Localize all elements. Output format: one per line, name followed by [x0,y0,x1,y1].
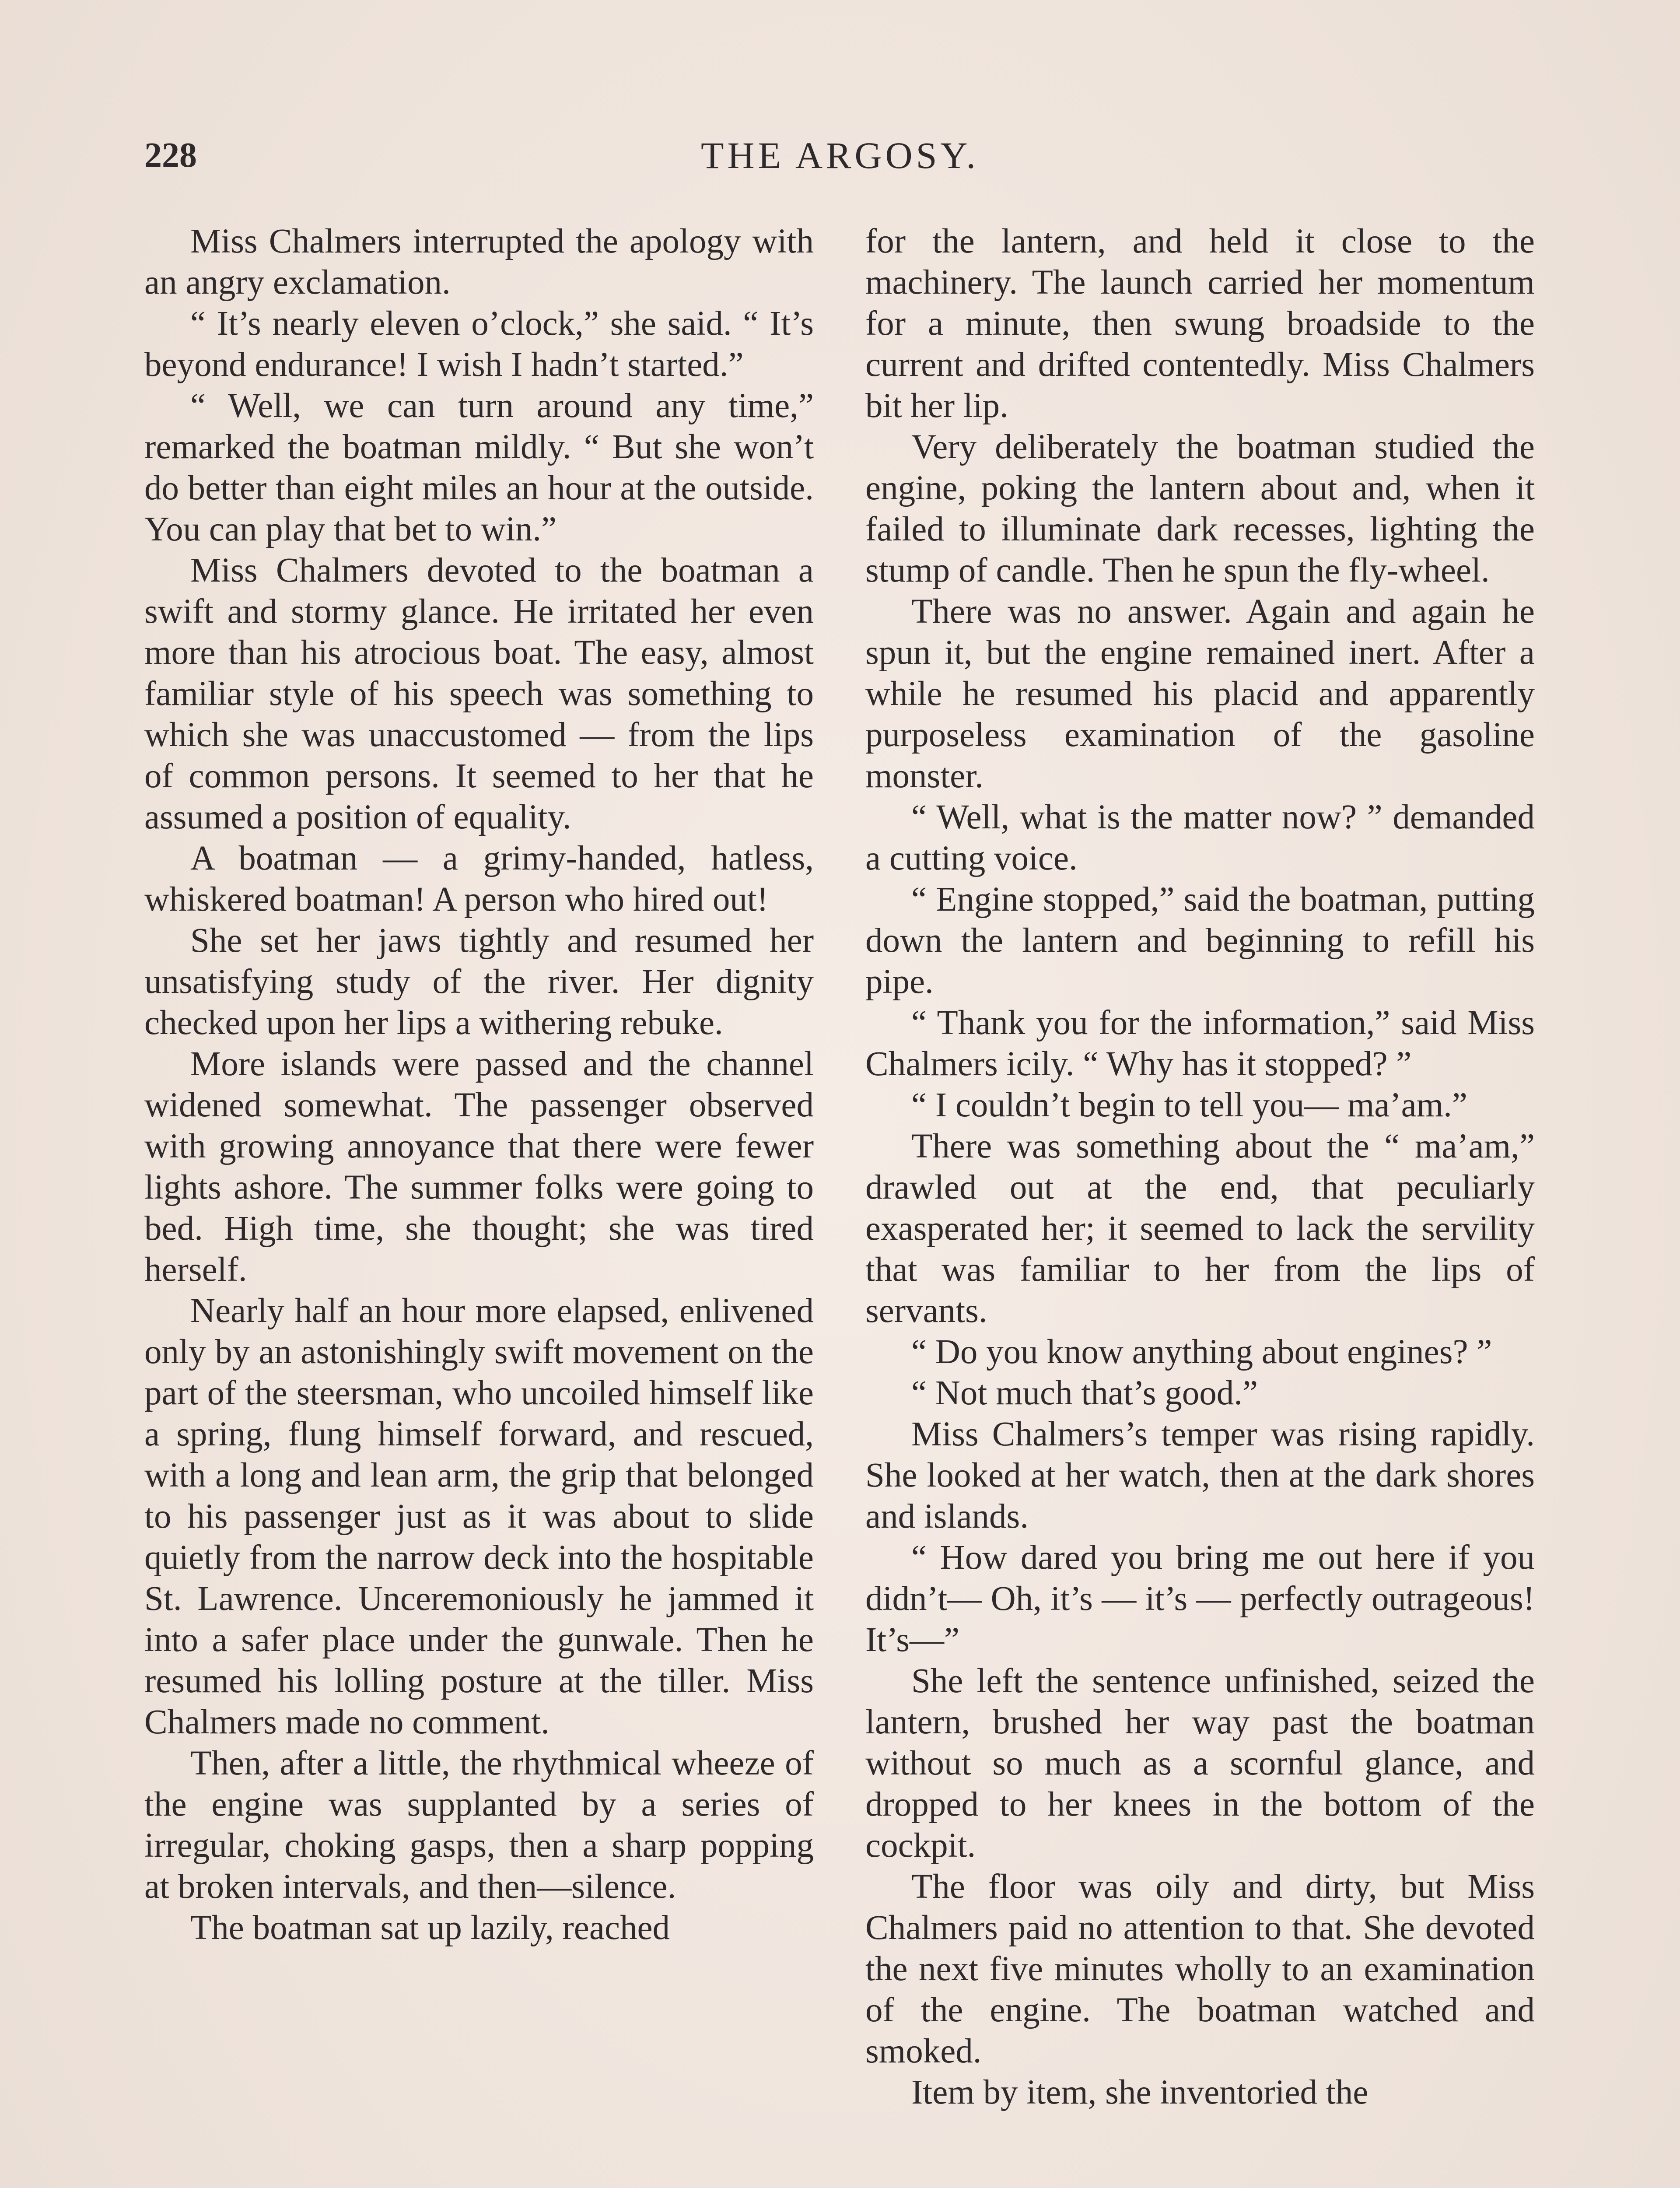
paragraph: “ It’s nearly eleven o’clock,” she said. “ It’s beyond endurance! I wish I hadn’t started.” [144,305,814,384]
paragraph: “ I couldn’t begin to tell you— ma’am.” [911,1086,1467,1124]
paragraph: Nearly half an hour more elapsed, enlivened only by an astonishingly swift movement on the part of the steersman, who uncoiled himself like a spring, flung himself forward, and rescued, with a long and lean arm, the grip that belonged to his passenger just as it was about to slide quietly from the narrow deck into the hospitable St. Lawrence. Unceremoniously he jammed it into a safer place under the gunwale. Then he resumed his lolling posture at the tiller. Miss Chalmers made no comment. [144,1292,814,1741]
paragraph: There was something about the “ ma’am,” drawled out at the end, that peculiarly exasperated her; it seemed to lack the servility that was familiar to her from the lips of servants. [865,1127,1535,1330]
paragraph: “ How dared you bring me out here if you didn’t— Oh, it’s — it’s — perfectly outrageous! It’s—” [865,1539,1535,1659]
paragraph: There was no answer. Again and again he spun it, but the engine remained inert. After a while he resumed his placid and apparently purposeless examination of the gasoline monster. [865,593,1535,795]
paragraph: “ Thank you for the information,” said Miss Chalmers icily. “ Why has it stopped? ” [865,1004,1535,1083]
paragraph: Miss Chalmers interrupted the apology with an angry exclamation. [144,222,814,302]
paragraph: for the lantern, and held it close to the machinery. The launch carried her momentum for a minute, then swung broadside to the current and drifted contentedly. Miss Chalmers bit her lip. [865,222,1535,425]
paragraph: Miss Chalmers’s temper was rising rapidly. She looked at her watch, then at the dark shores and islands. [865,1415,1535,1536]
paragraph: “ Do you know anything about engines? ” [911,1333,1492,1371]
paragraph: Very deliberately the boatman studied the engine, poking the lantern about and, when it failed to illuminate dark recesses, lighting the stump of candle. Then he spun the fly-wheel. [865,428,1535,589]
paragraph: Miss Chalmers devoted to the boatman a swift and stormy glance. He irritated her even more than his atrocious boat. The easy, almost familiar style of his speech was something to which she was unaccustomed — from the lips of common persons. It seemed to her that he assumed a position of equality. [144,551,814,836]
paragraph: “ Not much that’s good.” [911,1374,1258,1412]
paragraph: The boatman sat up lazily, reached [190,1909,670,1947]
magazine-title: THE ARGOSY. [701,134,979,176]
paragraph: More islands were passed and the channel widened somewhat. The passenger observed with growing annoyance that there were fewer lights ashore. The summer folks were going to bed. High time, she thought; she was tired herself. [144,1045,814,1289]
paragraph: Then, after a little, the rhythmical wheeze of the engine was supplanted by a series of irregular, choking gasps, then a sharp popping at broken intervals, and then—silence. [144,1744,814,1906]
paragraph: She set her jaws tightly and resumed her unsatisfying study of the river. Her dignity checked upon her lips a withering rebuke. [144,922,814,1042]
paragraph: The floor was oily and dirty, but Miss Chalmers paid no attention to that. She devoted the next five minutes wholly to an examination of the engine. The boatman watched and smoked. [865,1868,1535,2070]
paragraph: “ Engine stopped,” said the boatman, putting down the lantern and beginning to refill his pipe. [865,880,1535,1001]
page-number: 228 [144,136,197,175]
running-head [144,131,1536,179]
paragraph: A boatman — a grimy-handed, hatless, whiskered boatman! A person who hired out! [144,839,814,919]
paragraph: “ Well, we can turn around any time,” remarked the boatman mildly. “ But she won’t do better than eight miles an hour at the outside. You can play that bet to win.” [144,387,814,548]
right-column [865,221,1535,2113]
left-column [144,221,814,1949]
paragraph: “ Well, what is the matter now? ” demanded a cutting voice. [865,798,1535,877]
paragraph: Item by item, she inventoried the [911,2073,1368,2111]
paragraph: She left the sentence unfinished, seized the lantern, brushed her way past the boatman without so much as a scornful glance, and dropped to her knees in the bottom of the cockpit. [865,1662,1535,1865]
